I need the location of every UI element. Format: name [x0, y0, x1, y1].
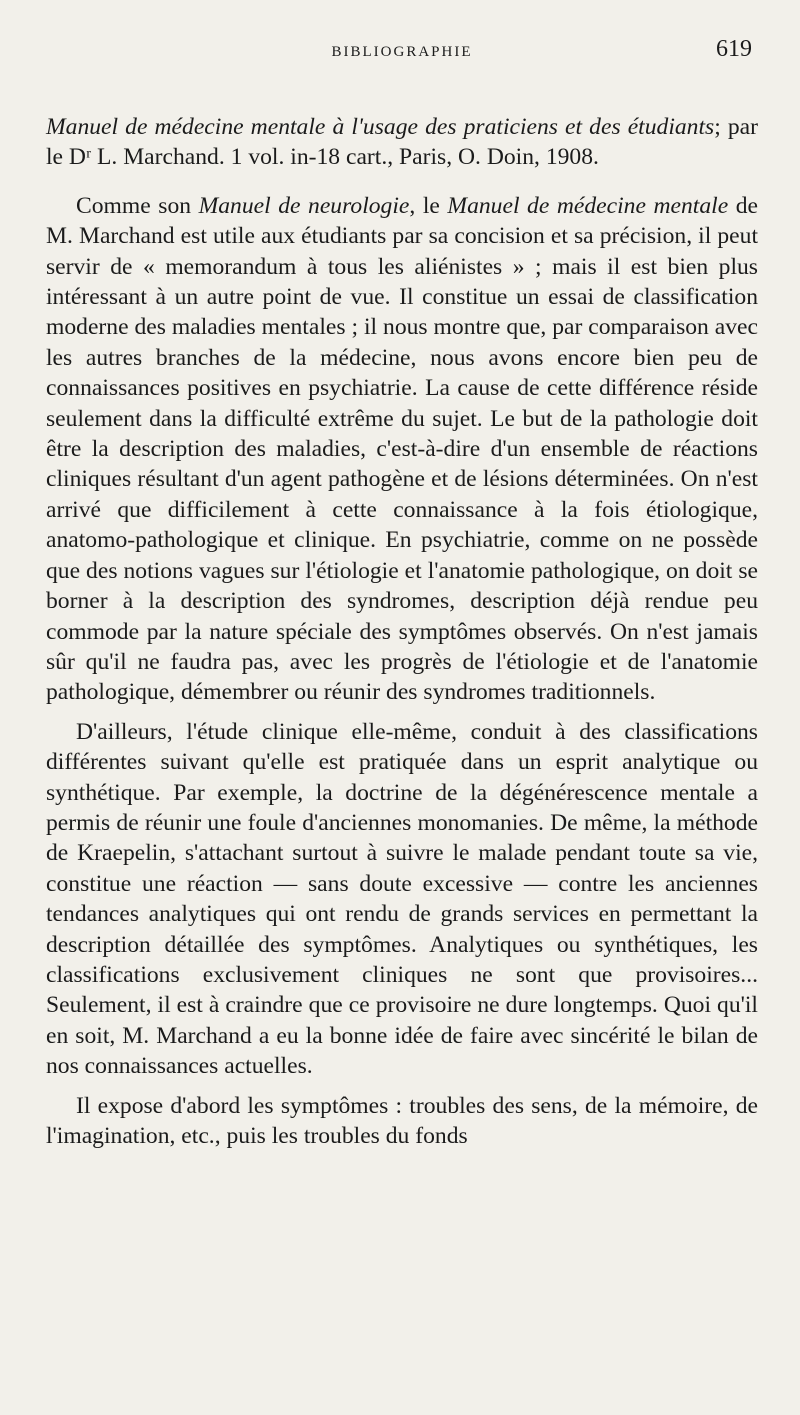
book-details: ; par le Dʳ L. Marchand. 1 vol. in-18 cart., Paris, O. Doin, 1908.	[46, 114, 758, 171]
paragraph-1-part-a: Comme son	[76, 192, 199, 219]
page-body	[46, 112, 758, 1151]
paragraph-1	[46, 191, 758, 708]
paragraph-1-part-e: de M. Marchand est utile aux étudiants par sa concision et sa précision, il peut servir de « memorandum à tous les aliénistes » ; mais il est bien plus intéressant à un autre point de vue. Il constitue un essai de classification moderne des maladies mentales ; il nous montre que, par comparaison avec les autres branches de la médecine, nous avons encore bien peu de connaissances positives en psychiatrie. La cause de cette différence réside seulement dans la difficulté extrême du sujet. Le but de la pathologie doit être la description des maladies, c'est-à-dire d'un ensemble de réactions cliniques résultant d'un agent pathogène et de lésions déterminées. On n'est arrivé que difficilement à cette connaissance à la fois étiologique, anatomo-pathologique et clinique. En psychiatrie, comme on ne possède que des notions vagues sur l'étiologie et l'anatomie pathologique, on doit se borner à la description des syndromes, description déjà rendue peu commode par la nature spéciale des symptômes observés. On n'est jamais sûr qu'il ne faudra pas, avec les progrès de l'étiologie et de l'anatomie pathologique, démembrer ou réunir des syndromes traditionnels.	[46, 192, 758, 706]
running-head: BIBLIOGRAPHIE	[331, 44, 473, 60]
paragraph-2: D'ailleurs, l'étude clinique elle-même, conduit à des classifications différentes suivant qu'elle est pratiquée dans un esprit analytique ou synthétique. Par exemple, la doctrine de la dégénérescence mentale a permis de réunir une foule d'anciennes monomanies. De même, la méthode de Kraepelin, s'attachant surtout à suivre le malade pendant toute sa vie, constitue une réaction — sans doute excessive — contre les anciennes tendances analytiques qui ont rendu de grands services en permettant la description détaillée des symptômes. Analytiques ou synthétiques, les classifications exclusivement cliniques ne sont que provisoires... Seulement, il est à craindre que ce provisoire ne dure longtemps. Quoi qu'il en soit, M. Marchand a eu la bonne idée de faire avec sincérité le bilan de nos connaissances actuelles.	[46, 718, 758, 1080]
page-header	[46, 36, 758, 66]
paragraph-3: Il expose d'abord les symptômes : troubles des sens, de la mémoire, de l'imagination, etc., puis les troubles du fonds	[46, 1092, 758, 1149]
bibliographic-entry	[46, 112, 758, 173]
cited-title-medecine-mentale: Manuel de médecine mentale	[447, 192, 729, 219]
paragraph-1-part-c: , le	[409, 192, 448, 219]
cited-title-neurologie: Manuel de neurologie	[198, 192, 410, 219]
page-number: 619	[716, 36, 752, 62]
book-title: Manuel de médecine mentale à l'usage des praticiens et des étudiants	[46, 114, 715, 140]
